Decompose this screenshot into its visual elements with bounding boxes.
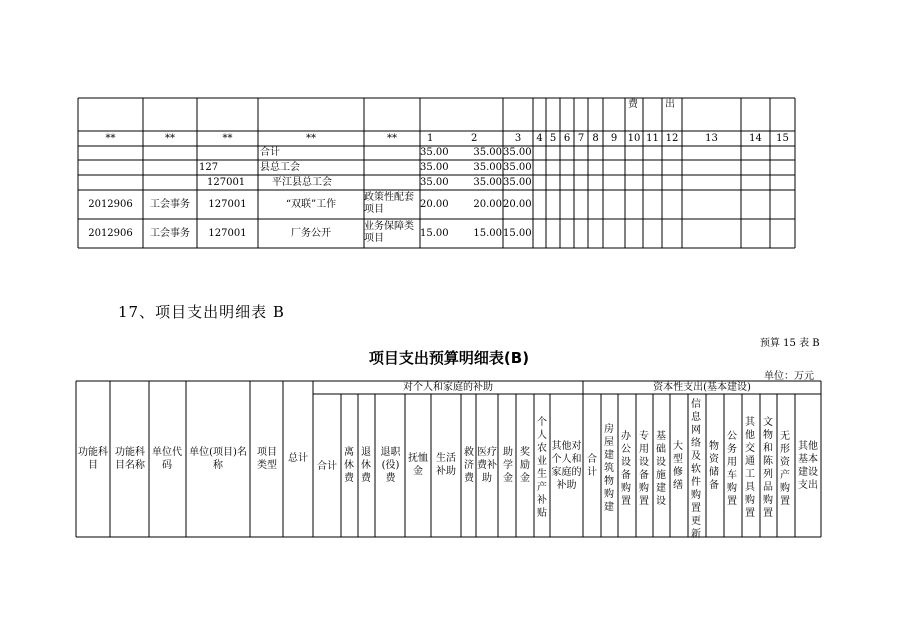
sub-header: 基础设施建设 — [656, 431, 666, 507]
sub-header: 其他交通工具购置 — [745, 417, 755, 519]
table-title: 项目支出预算明细表(B) — [368, 349, 530, 367]
table-cell-unit-code: 127001 — [207, 177, 246, 188]
header-fragment-fei: 费 — [628, 99, 638, 110]
sub-header: 大型修缮 — [673, 441, 683, 491]
col-number: 6 — [563, 133, 571, 144]
col-number: ** — [105, 133, 116, 144]
table-cell-value: 15.00 — [473, 228, 502, 239]
sub-header: 信息网络及软件购置更新 — [691, 399, 701, 540]
group-header-capital-expenditure: 资本性支出(基本建设) — [653, 382, 751, 393]
sub-header: 公务用车购置 — [727, 431, 737, 507]
table-cell-value: 35.00 — [503, 147, 532, 158]
table-cell-value: 20.00 — [420, 199, 449, 210]
col-number: 12 — [665, 133, 679, 144]
sub-header: 个人农业生产补贴 — [537, 417, 547, 519]
sub-header: 奖励金 — [520, 447, 530, 484]
table-cell-value: 35.00 — [473, 147, 502, 158]
col-number: 9 — [610, 133, 618, 144]
col-number: ** — [165, 133, 175, 144]
table-cell-unit-name: 平江县总工会 — [272, 177, 332, 188]
sub-header: 其他基本建设支出 — [798, 441, 818, 491]
sub-header: 生活补助 — [436, 453, 456, 477]
table-cell-unit-name: 县总工会 — [260, 162, 300, 173]
table-cell-value: 15.00 — [503, 228, 532, 239]
header-project-type: 项目类型 — [257, 447, 277, 471]
col-number: 7 — [577, 133, 585, 144]
col-number: 1 — [427, 133, 434, 144]
table-cell-unit-code: 127001 — [208, 199, 247, 210]
table-cell-unit-code: 127 — [199, 162, 219, 173]
sub-header: 抚恤金 — [408, 453, 428, 477]
table-cell-code: 2012906 — [88, 228, 133, 239]
table-cell-unit-name: 厂务公开 — [291, 228, 331, 239]
sub-header: 文物和陈列品购置 — [763, 417, 773, 519]
table-cell-value: 35.00 — [503, 177, 532, 188]
col-number: ** — [222, 133, 233, 144]
col-number: ** — [306, 133, 316, 144]
sub-header: 医疗费补助 — [477, 447, 497, 484]
sub-header: 离休费 — [344, 447, 354, 484]
header-unit-name: 单位(项目)名称 — [189, 447, 247, 471]
col-number: 8 — [592, 133, 599, 144]
table-cell-name: 工会事务 — [150, 199, 190, 210]
table-cell-value: 35.00 — [420, 162, 449, 173]
sub-header: 退休费 — [361, 447, 371, 484]
table-cell-value: 35.00 — [473, 177, 502, 188]
table-cell-value: 20.00 — [473, 199, 502, 210]
table-cell-unit-code: 127001 — [208, 228, 247, 239]
sub-header: 助学金 — [503, 447, 513, 484]
col-number: 4 — [536, 133, 543, 144]
unit-label: 单位：万元 — [764, 371, 814, 382]
table-cell-name: 工会事务 — [150, 228, 190, 239]
table-cell-type: 业务保障类项目 — [364, 221, 414, 244]
header-fragment-chu: 出 — [665, 99, 675, 110]
col-number: 10 — [627, 133, 641, 144]
table-cell-unit-name: 合计 — [260, 147, 280, 158]
header-unit-code: 单位代码 — [152, 447, 182, 471]
group-header-personal-subsidy: 对个人和家庭的补助 — [403, 382, 493, 393]
sub-header: 合计 — [587, 454, 597, 478]
col-number: 3 — [514, 133, 522, 144]
sub-header: 房屋建筑物购建 — [604, 424, 614, 513]
table-cell-type: 政策性配套项目 — [364, 192, 414, 215]
table-cell-value: 20.00 — [503, 199, 532, 210]
sub-header: 退职(役)费 — [380, 447, 401, 484]
header-total: 总计 — [288, 453, 308, 464]
sub-header: 救济费 — [464, 447, 474, 484]
sub-header: 专用设备购置 — [639, 431, 649, 507]
table-cell-unit-name: “双联”工作 — [285, 199, 337, 210]
table-cell-value: 35.00 — [503, 162, 532, 173]
table-cell-code: 2012906 — [88, 199, 133, 210]
table-cell-value: 35.00 — [420, 147, 449, 158]
header-function-code: 功能科目 — [78, 447, 108, 471]
table-cell-value: 15.00 — [420, 228, 449, 239]
col-number: ** — [387, 133, 397, 144]
col-number: 14 — [749, 133, 762, 144]
header-function-name: 功能科目名称 — [115, 447, 145, 471]
sub-header: 物资储备 — [709, 441, 719, 491]
col-number: 5 — [549, 133, 557, 144]
sub-header: 合计 — [317, 461, 337, 472]
table-cell-value: 35.00 — [420, 177, 449, 188]
table-ref: 预算 15 表 B — [760, 338, 820, 349]
col-number: 11 — [646, 133, 659, 144]
col-number: 13 — [705, 133, 718, 144]
table-cell-value: 35.00 — [473, 162, 502, 173]
sub-header: 办公设备购置 — [621, 431, 631, 507]
col-number: 15 — [776, 133, 789, 144]
col-number: 2 — [471, 133, 478, 144]
section-heading: 17、项目支出明细表 B — [118, 303, 285, 321]
sub-header: 无形资产购置 — [780, 431, 790, 507]
sub-header: 其他对个人和家庭的补助 — [551, 441, 582, 491]
